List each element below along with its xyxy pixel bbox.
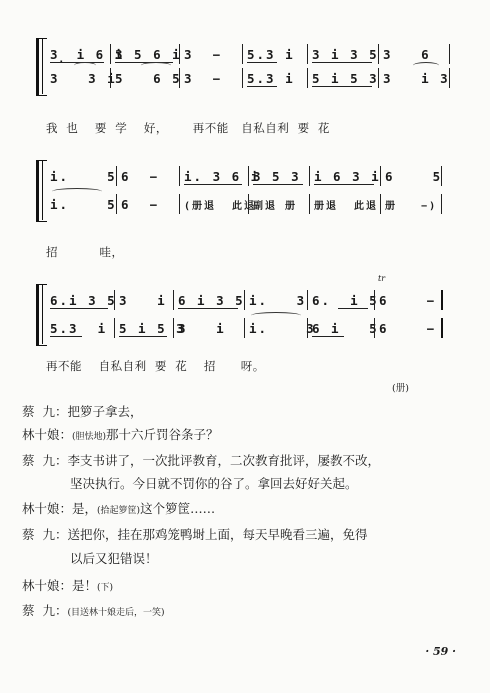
measure: 5 i 5 3 [114,318,173,338]
measure: 5 6 5 [110,68,179,88]
dialogue-line [22,577,113,597]
dialogue-text: 李支书讲了，一次批评教育，二次教育批评，屡教不改， [67,453,380,468]
measure: 3 3 i [46,68,110,88]
measure: i. 5 [50,168,117,184]
measure: 5.3 i [242,44,307,64]
measure: 5 i 5 3 [307,68,378,88]
stage-direction: (拾起箩筐) [97,506,141,516]
dialogue-line [22,526,367,543]
measure: 3 − [179,44,242,64]
speaker: 林十娘： [22,427,73,442]
end-mark: (册) [392,383,409,394]
speaker: 蔡 九： [22,404,68,419]
measure: i. 3 [244,318,307,338]
staff-lower [46,194,456,214]
measure: i. 5 [46,194,116,214]
stage-direction: (下) [97,583,114,593]
measure: 6 i 3 5 [173,290,244,310]
dialogue-continuation: 以后又犯错误！ [70,551,158,566]
lyrics-line-3: 再不能 自私自利 要 花 招 呀。 [46,359,265,373]
dialogue-line [22,426,219,446]
measure: 6 − [116,194,179,214]
lyrics-line-1: 我 也 要 学 好， 再不能 自私自利 要 花 [46,121,330,135]
measure: 6. i 5 [307,290,374,310]
dialogue-line [22,602,164,622]
measure: 3 i 3 [378,68,450,88]
measure: 5.3 i [50,320,108,336]
measure: 3 i [114,290,173,310]
measure: 3 5 6 i [110,44,179,64]
speaker: 蔡 九： [22,603,68,618]
measure: (册退 此退 [179,194,248,214]
measure: i. 3 [244,290,307,310]
staff-lower [46,318,456,338]
stage-direction: (目送林十娘走后，一笑) [67,608,165,618]
dialogue-text: 送把你，挂在那鸡笼鸭埘上面，每天早晚看三遍，免得 [67,527,368,542]
measure: 6 − [374,318,443,338]
staff-lower [46,68,456,88]
speaker: 林十娘： [22,578,73,593]
measure: 6 i 5 [307,318,374,338]
dialogue-line [22,500,215,520]
measure: 3 i 3 5 [307,44,378,64]
measure: 3 i [173,318,244,338]
measure: 6 − [116,166,179,186]
lyrics-line-2: 招 哇， [46,245,124,259]
measure: 6.i 3 5 [50,292,117,308]
dialogue-text: 这个箩筐…… [140,501,216,516]
measure: 册退 此退 [309,194,380,214]
speaker: 蔡 九： [22,453,68,468]
measure: i. 3 6 i [179,166,248,186]
speaker: 林十娘： [22,501,73,516]
system-barline [42,160,43,220]
measure: 3 6 [378,44,450,64]
measure: 6 5 [380,166,442,186]
dialogue-text: 那十六斤罚谷条子？ [106,427,219,442]
measure: 册 −) [380,194,442,214]
score-system-2 [36,160,456,226]
stage-direction: (胆怯地) [72,432,107,442]
dialogue-text: 是！ [72,578,98,593]
score-system-1 [36,38,456,104]
measure: i 6 3 i [309,166,380,186]
score-system-3 [36,284,456,350]
system-barline [42,284,43,344]
staff-upper [46,44,456,64]
dialogue-line [22,403,142,420]
measure: 6 − [374,290,443,310]
dialogue-continuation: 坚决执行。今日就不罚你的谷了。拿回去好好关起。 [70,476,358,491]
measure: 3 5 3 [248,166,309,186]
dialogue-text: 是， [72,501,98,516]
page-number: · 59 · [425,645,456,658]
measure: 5.3 i [242,68,307,88]
system-barline [42,38,43,94]
staff-upper [46,290,456,310]
staff-upper [46,166,456,186]
measure: 3 − [179,68,242,88]
measure: 副退 册 [248,194,309,214]
speaker: 蔡 九： [22,527,68,542]
dialogue-text: 把箩子拿去， [67,404,143,419]
measure: 3̣ i 6 i [50,46,125,62]
dialogue-line [22,452,380,469]
trill-mark: tr [378,274,386,283]
